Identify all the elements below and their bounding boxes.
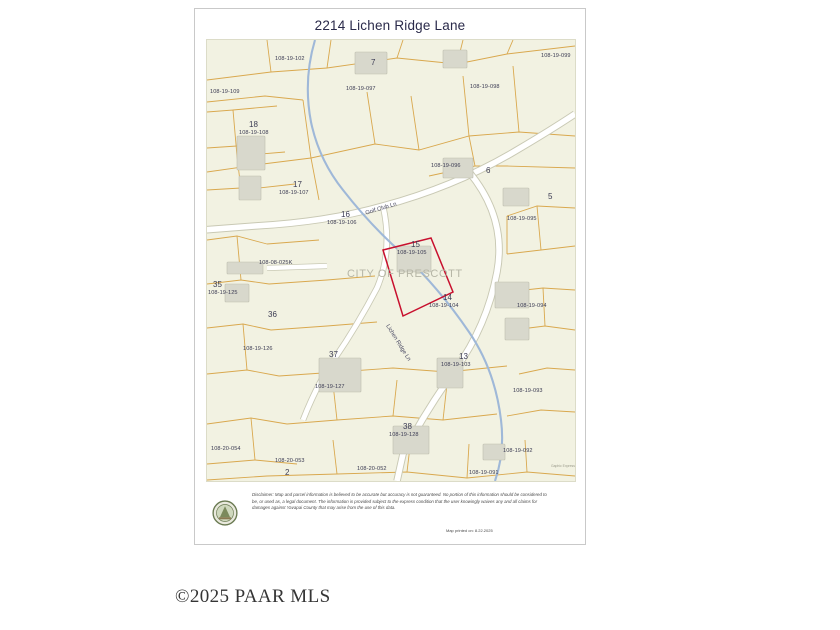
parcel-id: 108-08-025K (259, 260, 293, 266)
parcel-number: 2 (285, 468, 290, 477)
parcel-id: 108-19-103 (441, 362, 471, 368)
disclaimer-band (206, 491, 576, 537)
parcel-number: 13 (459, 352, 468, 361)
parcel-id: 108-20-054 (211, 446, 241, 452)
parcel-number: 36 (268, 310, 277, 319)
page-title: 2214 Lichen Ridge Lane (314, 18, 466, 33)
parcel-number: 5 (548, 192, 553, 201)
map-credit: Gaphic Express (551, 464, 575, 468)
parcel-id: 108-19-109 (210, 89, 240, 95)
parcel-id: 108-19-125 (208, 290, 238, 296)
subject-parcel-id: 108-19-105 (397, 250, 427, 256)
map-background (207, 40, 575, 481)
disclaimer-text: Disclaimer: Map and parcel information is believed to be accurate but accuracy is not guaranteed. No portion of this information should be considered to be, or used as, a legal document. The information is provided subject to the express condition that the user knowingly waives any and all claims for damages against Yavapai County that may arise from the use of this data. (252, 492, 547, 511)
parcel-id: 108-19-092 (503, 448, 533, 454)
parcel-id: 108-20-053 (275, 458, 305, 464)
parcel-number: 6 (486, 166, 491, 175)
parcel-id: 108-19-095 (507, 216, 537, 222)
parcel-id: 108-19-104 (429, 303, 459, 309)
parcel-id: 108-19-098 (470, 84, 500, 90)
parcel-id: 108-19-108 (239, 130, 269, 136)
parcel-id: 108-19-097 (346, 86, 376, 92)
subject-parcel-number: 15 (411, 240, 420, 249)
map-vector (207, 40, 575, 481)
parcel-id: 108-19-107 (279, 190, 309, 196)
street-label-golf-club-ln: Golf Club Ln (364, 201, 398, 217)
parcel-number: 38 (403, 422, 412, 431)
parcel-id: 108-19-096 (431, 163, 461, 169)
parcel-id: 108-20-052 (357, 466, 387, 472)
parcel-id: 108-19-127 (315, 384, 345, 390)
city-watermark: CITY OF PRESCOTT (347, 268, 463, 280)
parcel-number: 16 (341, 210, 350, 219)
parcel-id: 108-19-094 (517, 303, 547, 309)
parcel-id: 108-19-126 (243, 346, 273, 352)
seal-emblem (208, 496, 242, 530)
parcel-number: 17 (293, 180, 302, 189)
parcel-id: 108-19-128 (389, 432, 419, 438)
parcel-id: 108-19-102 (275, 56, 305, 62)
parcel-number: 37 (329, 350, 338, 359)
print-date: Map printed on: 8.22.2025 (446, 528, 493, 533)
parcel-number: 35 (213, 280, 222, 289)
map-sheet (194, 8, 586, 545)
parcel-id: 108-19-093 (513, 388, 543, 394)
parcel-number: 18 (249, 120, 258, 129)
parcel-number: 7 (371, 58, 376, 67)
parcel-id: 108-19-099 (541, 53, 571, 59)
parcel-id: 108-19-091 (469, 470, 499, 476)
parcel-id: 108-19-106 (327, 220, 357, 226)
parcel-map[interactable] (206, 39, 576, 482)
street-label-lichen-ridge-ln: Lichen Ridge Ln (384, 323, 412, 363)
parcel-number: 14 (443, 293, 452, 302)
mls-copyright-watermark: ©2025 PAAR MLS (175, 586, 331, 607)
